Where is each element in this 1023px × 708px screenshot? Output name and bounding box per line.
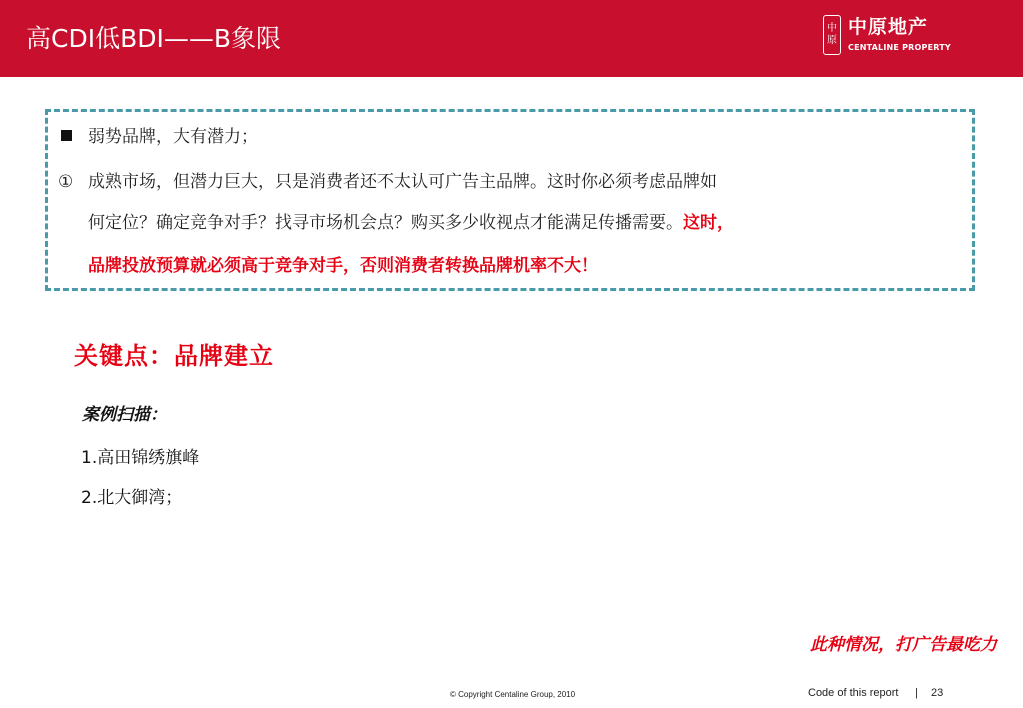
case-item: 2.北大御湾； xyxy=(81,488,183,508)
bullet-text: 弱势品牌，大有潜力； xyxy=(88,127,258,147)
copyright-text: © Copyright Centaline Group, 2010 xyxy=(450,690,576,699)
square-bullet-icon xyxy=(61,130,72,141)
key-point-heading: 关键点：品牌建立 xyxy=(74,341,274,370)
case-scan-label: 案例扫描： xyxy=(82,405,167,425)
page-number: 23 xyxy=(931,687,944,699)
header-bar xyxy=(0,0,1023,77)
item-line-2-emphasis: 这时， xyxy=(683,213,734,233)
item-line-2-text: 何定位？确定竞争对手？找寻市场机会点？购买多少收视点才能满足传播需要。 xyxy=(88,213,683,233)
item-line-3-emphasis: 品牌投放预算就必须高于竞争对手，否则消费者转换品牌机率不大！ xyxy=(88,256,598,276)
logo-seal: 中原 xyxy=(823,15,841,55)
bottom-note: 此种情况，打广告最吃力 xyxy=(810,635,997,655)
logo-name-en: CENTALINE PROPERTY xyxy=(848,43,951,52)
slide-title: 高CDI低BDI——B象限 xyxy=(26,24,282,53)
centaline-logo xyxy=(823,15,963,59)
item-line-2 xyxy=(88,211,734,235)
logo-name-cn: 中原地产 xyxy=(848,16,929,38)
item-line-1: 成熟市场，但潜力巨大，只是消费者还不太认可广告主品牌。这时你必须考虑品牌如 xyxy=(88,172,717,192)
report-code-label: Code of this report xyxy=(808,687,899,699)
circled-one-marker: ① xyxy=(58,172,74,192)
case-item: 1.高田锦绣旗峰 xyxy=(81,448,200,468)
footer-separator: | xyxy=(915,687,918,699)
